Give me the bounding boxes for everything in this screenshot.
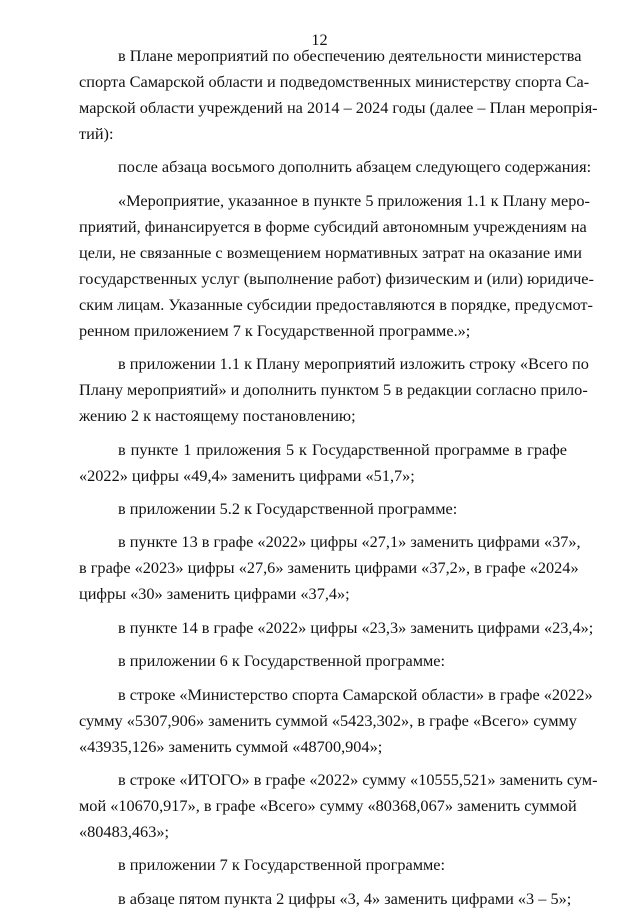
paragraph-spacing	[79, 180, 567, 187]
paragraph-plan-reference	[79, 43, 598, 147]
text-line: Плану мероприятий» и дополнить пунктом 5 в редакции согласно прило-	[79, 380, 588, 400]
text-line: цифры «30» заменить цифрами «37,4»;	[79, 584, 350, 604]
page-number: 12	[311, 30, 328, 49]
paragraph-total-row	[79, 767, 598, 845]
text-line: в приложении 5.2 к Государственной программе:	[118, 498, 458, 518]
paragraph-spacing	[79, 489, 567, 496]
text-line: в графе «2023» цифры «27,6» заменить цифрами «37,2», в графе «2024»	[79, 558, 579, 578]
text-line: ренном приложением 7 к Государственной программе.»;	[79, 320, 471, 340]
text-line: тий):	[79, 124, 114, 143]
text-line: жению 2 к настоящему постановлению;	[79, 406, 356, 426]
paragraph-spacing	[79, 845, 567, 852]
document-body	[79, 43, 598, 912]
paragraph-appendix-5-2	[79, 496, 567, 522]
paragraph-spacing	[79, 760, 567, 767]
text-line: в пункте 1 приложения 5 к Государственной программе в графе	[118, 439, 567, 459]
paragraph-spacing	[79, 674, 567, 681]
text-line: мой «10670,917», в графе «Всего» сумму «80368,067» заменить суммой	[79, 795, 577, 815]
text-line: в строке «Министерство спорта Самарской области» в графе «2022»	[118, 684, 593, 704]
paragraph-item-14	[79, 615, 594, 641]
text-line: «43935,126» заменить суммой «48700,904»;	[79, 736, 383, 756]
text-line: в приложении 1.1 к Плану мероприятий изложить строку «Всего по	[118, 354, 589, 374]
paragraph-ministry-row	[79, 682, 593, 760]
text-line: в пункте 13 в графе «2022» цифры «27,1» заменить цифрами «37»,	[118, 532, 581, 552]
paragraph-spacing	[79, 344, 567, 351]
paragraph-fifth-abzac	[79, 886, 572, 912]
text-line: в пункте 14 в графе «2022» цифры «23,3» заменить цифрами «23,4»;	[118, 617, 594, 637]
text-line: в приложении 7 к Государственной программе:	[118, 855, 446, 875]
paragraph-spacing	[79, 429, 567, 436]
paragraph-after-eighth	[79, 154, 592, 180]
paragraph-quoted-measure	[79, 188, 594, 344]
paragraph-appendix-6	[79, 648, 567, 674]
paragraph-spacing	[79, 641, 567, 648]
paragraph-spacing	[79, 878, 567, 885]
text-line: государственных услуг (выполнение работ) физическим и (или) юридиче-	[79, 268, 594, 288]
paragraph-spacing	[79, 147, 567, 154]
paragraph-appendix-1-1	[79, 351, 589, 429]
text-line: сумму «5307,906» заменить суммой «5423,302», в графе «Всего» сумму	[79, 710, 577, 730]
text-line: приятий, финансируется в форме субсидий автономным учреждениям на	[79, 216, 587, 236]
paragraph-spacing	[79, 607, 567, 614]
text-line: «2022» цифры «49,4» заменить цифрами «51,7»;	[79, 465, 415, 485]
text-line: в приложении 6 к Государственной программе:	[118, 651, 446, 671]
text-line: цели, не связанные с возмещением нормативных затрат на оказание ими	[79, 242, 582, 262]
paragraph-appendix-5-item-1	[79, 437, 567, 489]
text-line: в строке «ИТОГО» в графе «2022» сумму «10555,521» заменить сум-	[118, 769, 598, 789]
text-line: спорта Самарской области и подведомственных министерству спорта Са-	[79, 72, 590, 91]
text-line: марской области учреждений на 2014 – 2024 годы (далее – План меропрія-	[79, 98, 598, 117]
text-line: ским лицам. Указанные субсидии предоставляются в порядке, предусмот-	[79, 294, 593, 314]
paragraph-item-13	[79, 529, 581, 607]
text-line: в Плане мероприятий по обеспечению деятельности министерства	[118, 46, 582, 65]
text-line: в абзаце пятом пункта 2 цифры «3, 4» заменить цифрами «3 – 5»;	[118, 888, 572, 908]
paragraph-appendix-7	[79, 852, 567, 878]
text-line: «Мероприятие, указанное в пункте 5 приложения 1.1 к Плану меро-	[118, 190, 590, 210]
text-line: после абзаца восьмого дополнить абзацем следующего содержания:	[118, 157, 592, 177]
paragraph-spacing	[79, 522, 567, 529]
text-line: «80483,463»;	[79, 821, 170, 841]
